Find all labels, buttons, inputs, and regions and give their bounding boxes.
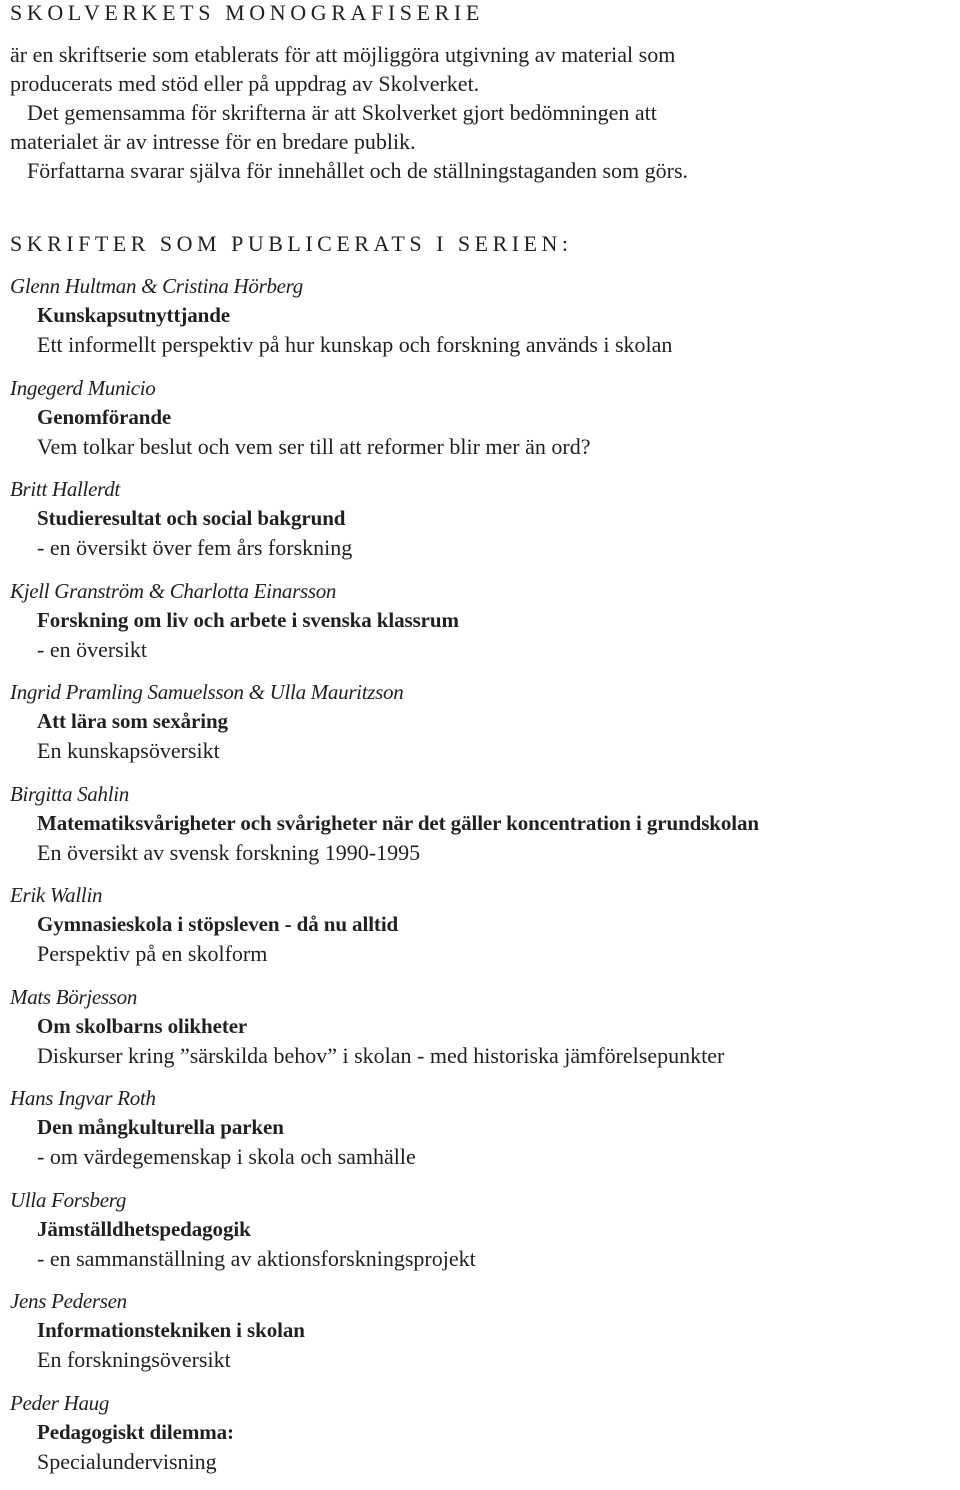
publication-entry [10, 678, 955, 780]
publication-subtitle: En forskningsöversikt [10, 1345, 955, 1374]
publication-title: Jämställdhetspedagogik [10, 1215, 955, 1244]
publication-entry [10, 881, 955, 983]
publication-title: Studieresultat och social bakgrund [10, 504, 955, 533]
publication-author: Britt Hallerdt [10, 475, 955, 504]
publication-entry [10, 1084, 955, 1186]
publication-entry [10, 374, 955, 476]
publication-subtitle: - en sammanställning av aktionsforskningsprojekt [10, 1244, 955, 1273]
publication-subtitle: Diskurser kring ”särskilda behov” i skolan - med historiska jämförelsepunkter [10, 1041, 955, 1070]
publication-subtitle: Specialundervisning [10, 1447, 955, 1476]
publication-subtitle: En kunskapsöversikt [10, 736, 955, 765]
publication-list [10, 272, 955, 1490]
publication-author: Mats Börjesson [10, 983, 955, 1012]
publication-title: Matematiksvårigheter och svårigheter när det gäller koncentration i grundskolan [10, 809, 955, 838]
publication-title: Informationstekniken i skolan [10, 1316, 955, 1345]
publication-entry [10, 1287, 955, 1389]
publication-author: Kjell Granström & Charlotta Einarsson [10, 577, 955, 606]
intro-line: Författarna svarar själva för innehållet och de ställningstaganden som görs. [10, 156, 950, 185]
publication-title: Att lära som sexåring [10, 707, 955, 736]
publication-subtitle: - en översikt över fem års forskning [10, 533, 955, 562]
publication-title: Forskning om liv och arbete i svenska klassrum [10, 606, 955, 635]
publication-title: Gymnasieskola i stöpsleven - då nu alltid [10, 910, 955, 939]
publication-title: Pedagogiskt dilemma: [10, 1418, 955, 1447]
publication-author: Erik Wallin [10, 881, 955, 910]
intro-line: materialet är av intresse för en bredare publik. [10, 127, 950, 156]
series-intro [10, 40, 950, 185]
publication-title: Om skolbarns olikheter [10, 1012, 955, 1041]
publication-title: Genomförande [10, 403, 955, 432]
publication-author: Ulla Forsberg [10, 1186, 955, 1215]
publication-author: Ingrid Pramling Samuelsson & Ulla Mauritzson [10, 678, 955, 707]
publication-entry [10, 272, 955, 374]
publication-title: Kunskapsutnyttjande [10, 301, 955, 330]
series-title: SKOLVERKETS MONOGRAFISERIE [10, 0, 484, 26]
intro-line: producerats med stöd eller på uppdrag av Skolverket. [10, 69, 950, 98]
intro-line: är en skriftserie som etablerats för att möjliggöra utgivning av material som [10, 40, 950, 69]
publication-subtitle: - om värdegemenskap i skola och samhälle [10, 1142, 955, 1171]
publication-entry [10, 577, 955, 679]
publication-subtitle: - en översikt [10, 635, 955, 664]
publication-author: Peder Haug [10, 1389, 955, 1418]
publications-heading: SKRIFTER SOM PUBLICERATS I SERIEN: [10, 231, 573, 257]
publication-subtitle: Ett informellt perspektiv på hur kunskap och forskning används i skolan [10, 330, 955, 359]
publication-subtitle: En översikt av svensk forskning 1990-1995 [10, 838, 955, 867]
publication-title: Den mångkulturella parken [10, 1113, 955, 1142]
publication-author: Ingegerd Municio [10, 374, 955, 403]
publication-author: Jens Pedersen [10, 1287, 955, 1316]
publication-author: Glenn Hultman & Cristina Hörberg [10, 272, 955, 301]
publication-entry [10, 780, 955, 882]
publication-subtitle: Perspektiv på en skolform [10, 939, 955, 968]
publication-entry [10, 1186, 955, 1288]
publication-author: Birgitta Sahlin [10, 780, 955, 809]
publication-author: Hans Ingvar Roth [10, 1084, 955, 1113]
publication-subtitle: Vem tolkar beslut och vem ser till att reformer blir mer än ord? [10, 432, 955, 461]
publication-entry [10, 475, 955, 577]
intro-line: Det gemensamma för skrifterna är att Skolverket gjort bedömningen att [10, 98, 950, 127]
publication-entry [10, 983, 955, 1085]
